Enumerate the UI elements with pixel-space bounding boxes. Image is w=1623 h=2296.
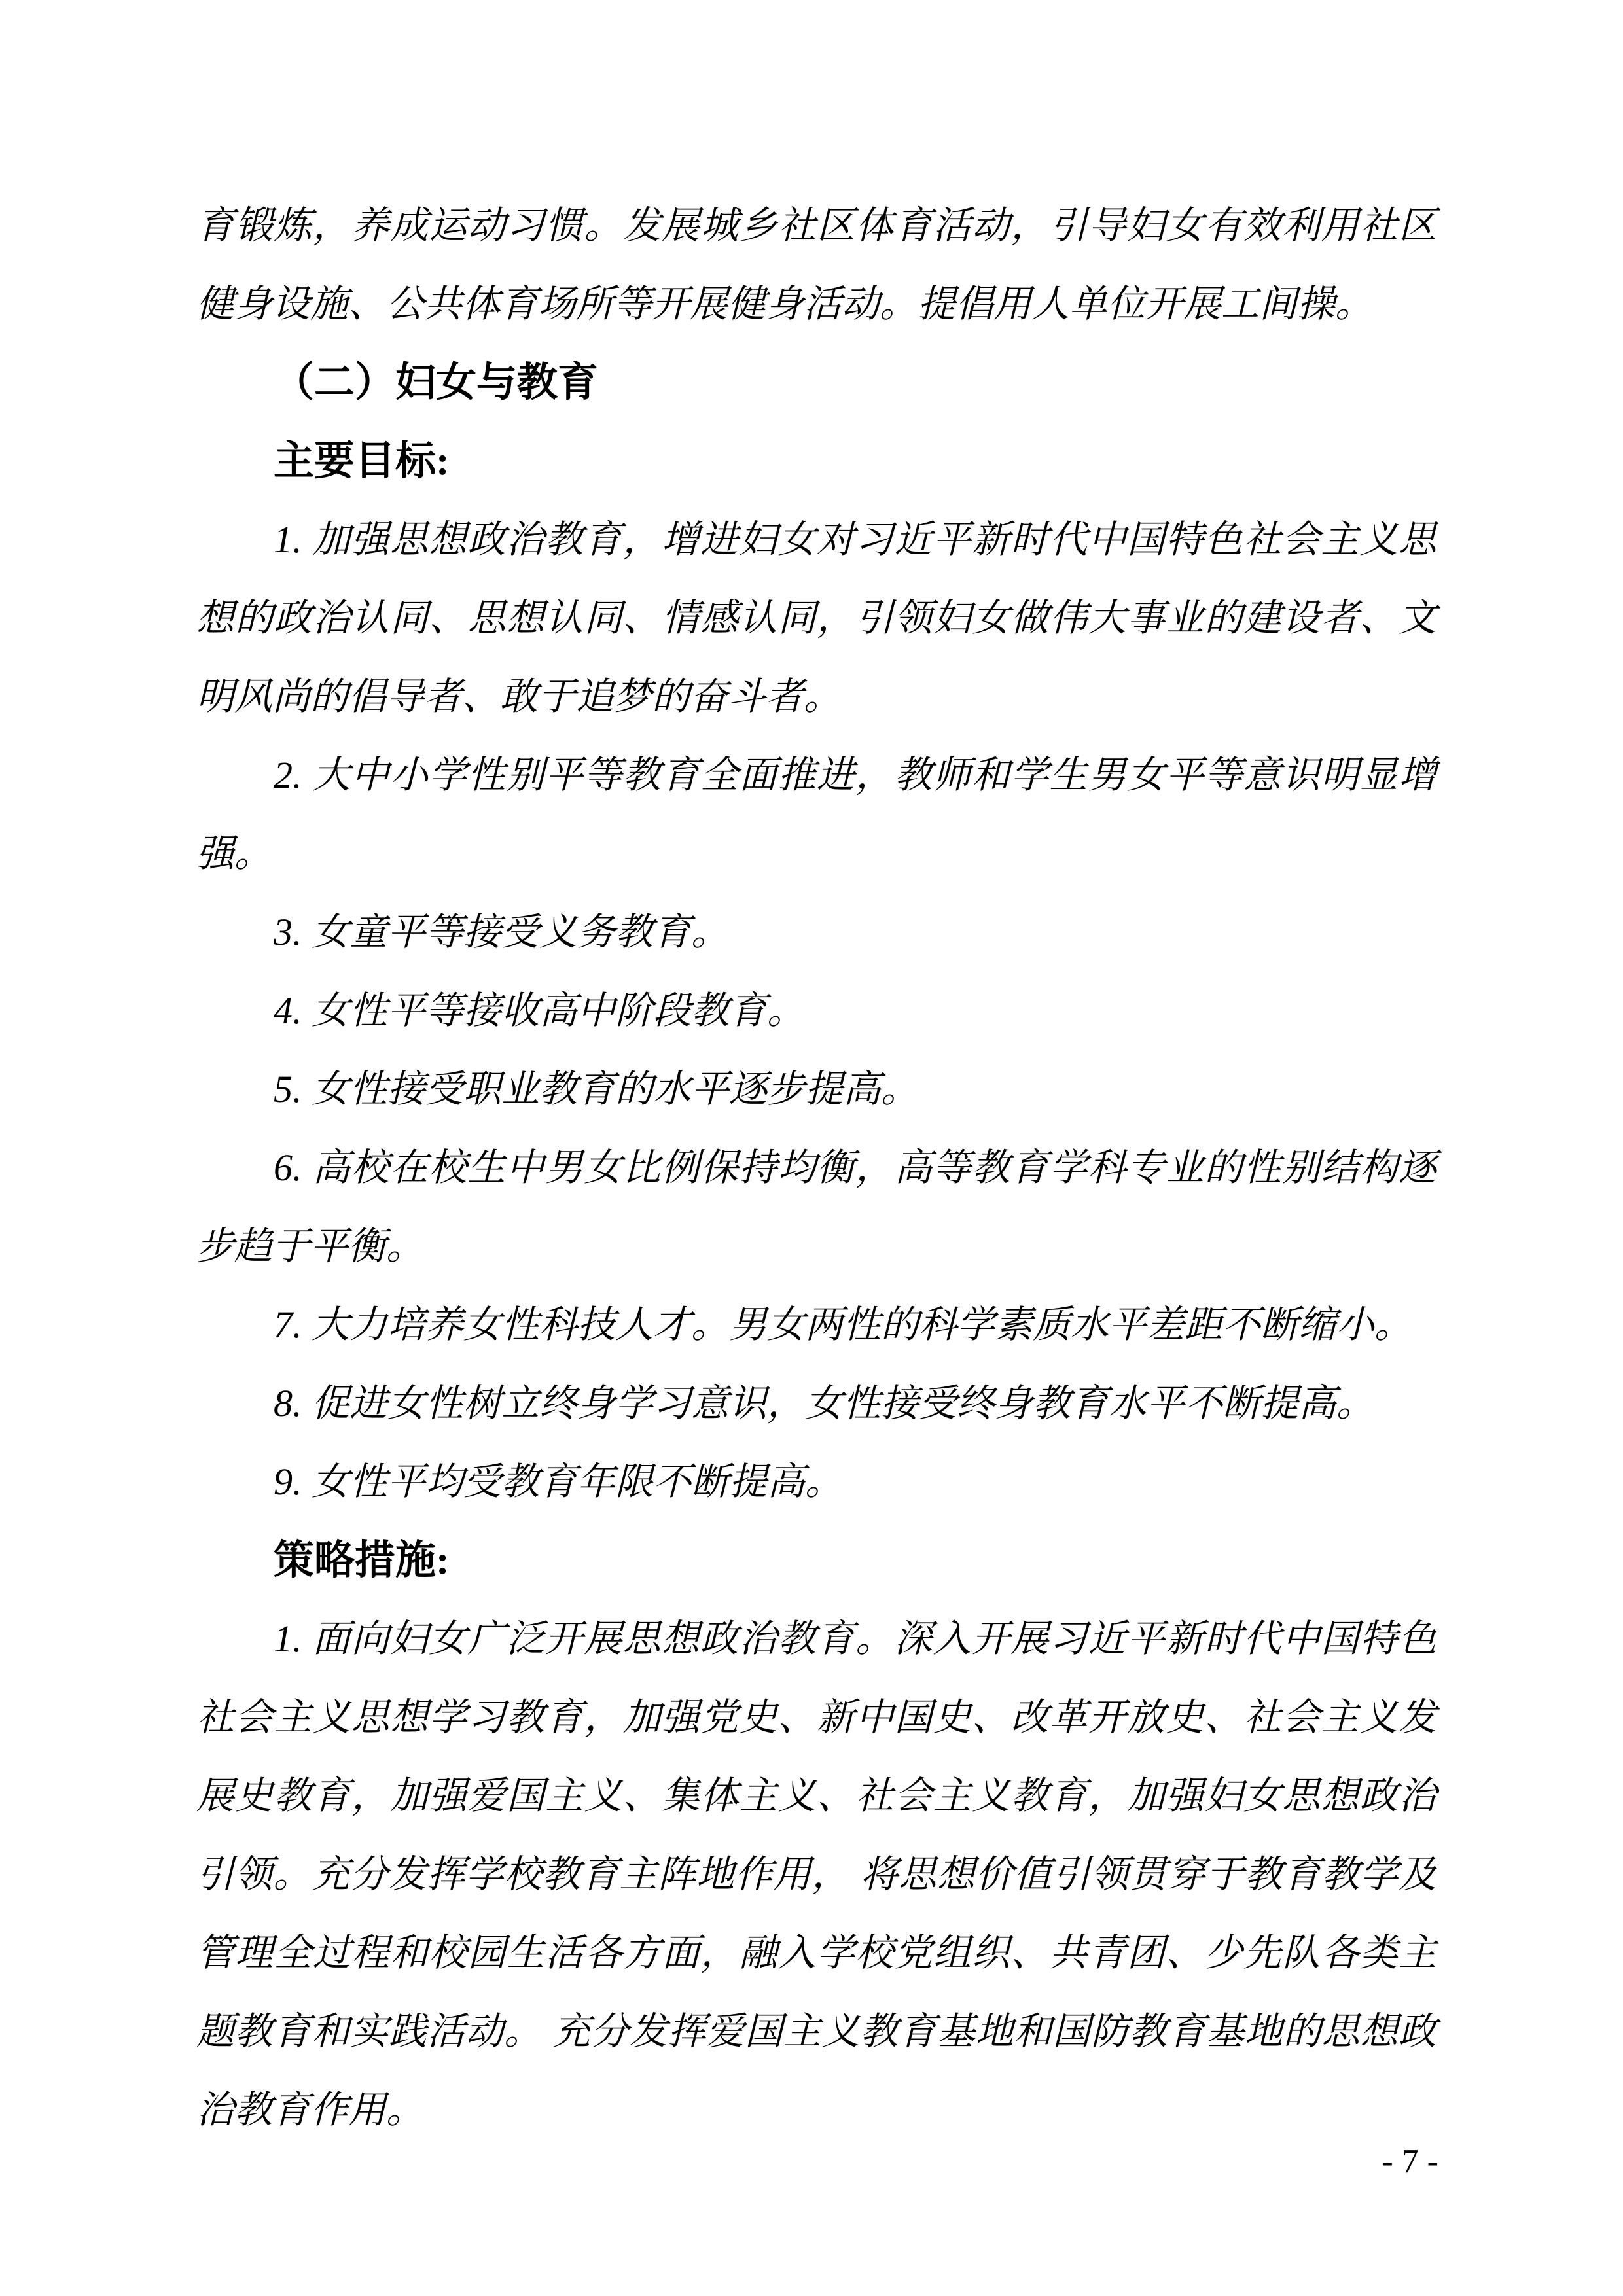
body-text-line: 引领。充分发挥学校教育主阵地作用， 将思想价值引领贯穿于教育教学及 — [196, 1853, 1436, 1896]
body-text-line: 1. 加强思想政治教育，增进妇女对习近平新时代中国特色社会主义思 — [274, 518, 1436, 561]
subsection-heading: 策略措施: — [274, 1538, 450, 1583]
body-text-line: 强。 — [196, 832, 273, 875]
body-text-line: 7. 大力培养女性科技人才。男女两性的科学素质水平差距不断缩小。 — [274, 1303, 1413, 1346]
body-text-line: 5. 女性接受职业教育的水平逐步提高。 — [274, 1068, 919, 1110]
body-text-line: 健身设施、公共体育场所等开展健身活动。提倡用人单位开展工间操。 — [196, 283, 1374, 325]
body-text-line: 3. 女童平等接受义务教育。 — [274, 911, 730, 953]
body-text-line: 6. 高校在校生中男女比例保持均衡，高等教育学科专业的性别结构逐 — [274, 1146, 1436, 1189]
section-heading: （二）妇女与教育 — [274, 361, 599, 405]
body-text-line: 4. 女性平等接收高中阶段教育。 — [274, 989, 806, 1032]
body-text-line: 1. 面向妇女广泛开展思想政治教育。深入开展习近平新时代中国特色 — [274, 1617, 1436, 1660]
body-text-line: 步趋于平衡。 — [196, 1225, 425, 1267]
body-text-line: 管理全过程和校园生活各方面，融入学校党组织、共青团、少先队各类主 — [196, 1932, 1436, 1974]
body-text-line: 育锻炼，养成运动习惯。发展城乡社区体育活动，引导妇女有效利用社区 — [196, 204, 1436, 247]
body-text-line: 2. 大中小学性别平等教育全面推进，教师和学生男女平等意识明显增 — [274, 754, 1436, 796]
page-number: - 7 - — [1382, 2143, 1438, 2180]
body-text-line: 明风尚的倡导者、敢于追梦的奋斗者。 — [196, 675, 842, 718]
body-text-line: 展史教育，加强爱国主义、集体主义、社会主义教育，加强妇女思想政治 — [196, 1775, 1436, 1817]
body-text-line: 题教育和实践活动。 充分发挥爱国主义教育基地和国防教育基地的思想政 — [196, 2010, 1436, 2053]
body-text-line: 9. 女性平均受教育年限不断提高。 — [274, 1460, 844, 1503]
body-text-line: 社会主义思想学习教育，加强党史、新中国史、改革开放史、社会主义发 — [196, 1696, 1436, 1739]
document-text-block — [196, 186, 1436, 2149]
subsection-heading: 主要目标: — [274, 439, 450, 484]
body-text-line: 治教育作用。 — [196, 2089, 425, 2131]
body-text-line: 8. 促进女性树立终身学习意识，女性接受终身教育水平不断提高。 — [274, 1382, 1375, 1424]
body-text-line: 想的政治认同、思想认同、情感认同，引领妇女做伟大事业的建设者、文 — [196, 597, 1436, 639]
